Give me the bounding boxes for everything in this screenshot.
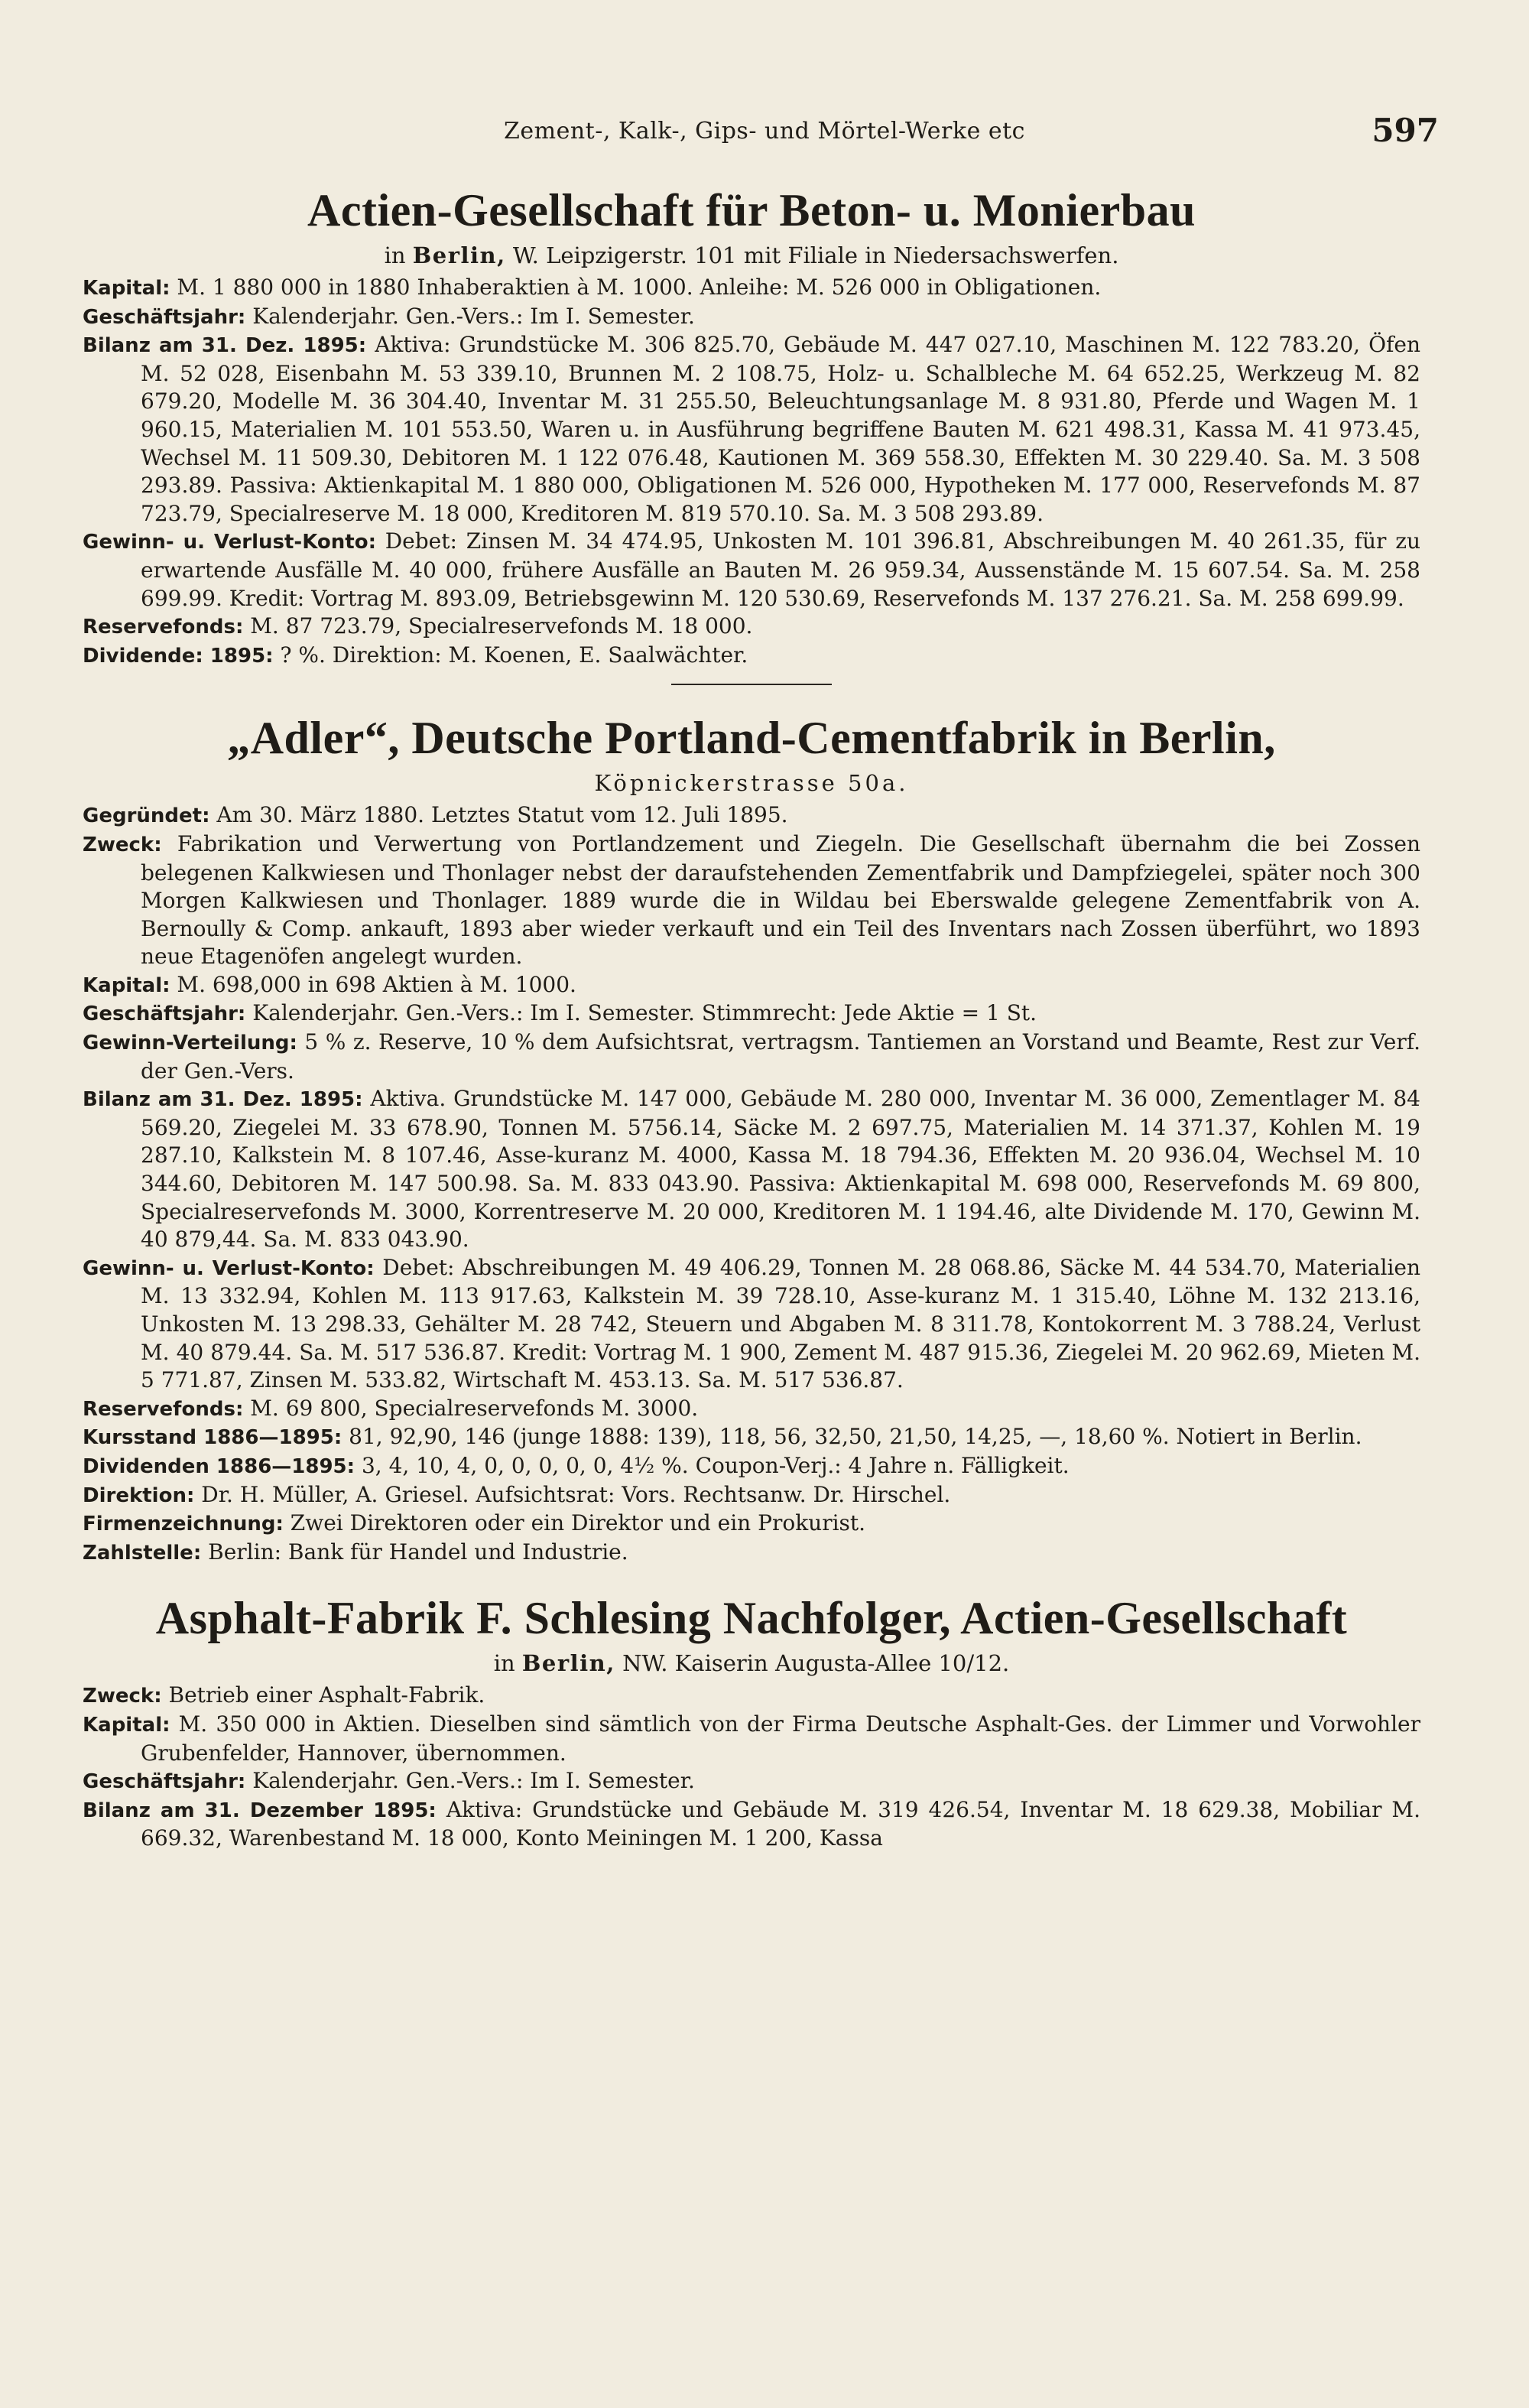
entry-text: Am 30. März 1880. Letztes Statut vom 12. Juli 1895. [216, 802, 788, 828]
entry-text: Betrieb einer Asphalt-Fabrik. [168, 1682, 485, 1708]
entry-text: Fabrikation und Verwertung von Portlandzement und Ziegeln. Die Gesellschaft übernahm die bei Zossen belegenen Kalkwiesen und Thonlager nebst der daraufstehenden Zementfabrik und Dampfziegelei, später noch 300 Morgen Kalkwiesen und Thonlager. 1889 wurde die in Wildau bei Eberswalde gelegene Zementfabrik von A. Bernoully & Comp. ankauft, 1893 aber wieder verkauft und ein Teil des Inventars nach Zossen überführt, wo 1893 neue Etagenöfen angelegt wurden. [141, 830, 1420, 970]
entry-text: M. 69 800, Specialreservefonds M. 3000. [250, 1395, 699, 1421]
entry-zahlstelle [83, 1539, 1420, 1568]
entry-text: Kalenderjahr. Gen.-Vers.: Im I. Semester. [252, 1768, 695, 1794]
entry-label: Zweck: [83, 1685, 162, 1708]
entry-kapital [83, 274, 1420, 303]
company-address: W. Leipzigerstr. 101 mit Filiale in Niedersachswerfen. [512, 242, 1119, 268]
entry-label: Direktion: [83, 1483, 195, 1507]
subtitle-prefix: in [493, 1650, 515, 1677]
company-city: Berlin, [521, 1650, 615, 1677]
entry-firmenzeichnung [83, 1509, 1420, 1539]
company-address: Köpnickerstrasse 50a. [594, 770, 909, 797]
entry-text: M. 87 723.79, Specialreservefonds M. 18 000. [250, 613, 753, 639]
running-head [0, 112, 1529, 153]
entry-bilanz [83, 331, 1420, 528]
company-address: NW. Kaiserin Augusta-Allee 10/12. [622, 1650, 1010, 1677]
company-city: Berlin, [412, 242, 506, 268]
entry-text: 3, 4, 10, 4, 0, 0, 0, 0, 0, 4½ %. Coupon-Verj.: 4 Jahre n. Fälligkeit. [361, 1452, 1070, 1478]
entry-gewinn-verlust [83, 1254, 1420, 1395]
entry-label: Geschäftsjahr: [83, 305, 246, 329]
entry-label: Bilanz am 31. Dez. 1895: [83, 334, 367, 358]
entry-text: ? %. Direktion: M. Koenen, E. Saalwächter. [280, 642, 748, 668]
entry-text: Kalenderjahr. Gen.-Vers.: Im I. Semester. [252, 303, 695, 329]
subtitle-prefix: in [384, 242, 406, 268]
entry-reservefonds [83, 613, 1420, 642]
entry-text: Berlin: Bank für Handel und Industrie. [208, 1539, 628, 1565]
entry-label: Zahlstelle: [83, 1541, 202, 1565]
entry-label: Kapital: [83, 277, 170, 300]
company-subtitle [83, 1648, 1420, 1678]
entry-geschaeftsjahr [83, 303, 1420, 332]
entry-text: M. 350 000 in Aktien. Dieselben sind sämtlich von der Firma Deutsche Asphalt-Ges. der Limmer und Vorwohler Grubenfelder, Hannover, übernommen. [141, 1711, 1420, 1766]
entry-gegruendet [83, 801, 1420, 830]
entry-text: Dr. H. Müller, A. Griesel. Aufsichtsrat: Vors. Rechtsanw. Dr. Hirschel. [201, 1481, 951, 1507]
running-title: Zement-, Kalk-, Gips- und Mörtel-Werke etc [504, 118, 1025, 145]
entry-zweck [83, 1682, 1420, 1711]
entry-bilanz [83, 1085, 1420, 1254]
company-section-adler [83, 708, 1420, 1567]
entry-text: 5 % z. Reserve, 10 % dem Aufsichtsrat, vertragsm. Tantiemen an Vorstand und Beamte, Rest zur Verf. der Gen.-Vers. [141, 1029, 1420, 1084]
entry-label: Dividende: 1895: [83, 644, 274, 668]
entry-label: Geschäftsjahr: [83, 1770, 246, 1794]
entry-label: Gewinn- u. Verlust-Konto: [83, 1256, 375, 1280]
entry-label: Firmenzeichnung: [83, 1513, 284, 1536]
entry-text: Zwei Direktoren oder ein Direktor und ein Prokurist. [290, 1510, 866, 1536]
entry-gewinn-verteilung [83, 1029, 1420, 1085]
section-divider [671, 684, 832, 685]
entry-text: M. 1 880 000 in 1880 Inhaberaktien à M. 1000. Anleihe: M. 526 000 in Obligationen. [177, 275, 1102, 300]
entry-label: Kapital: [83, 973, 170, 997]
entry-text: Debet: Abschreibungen M. 49 406.29, Tonnen M. 28 068.86, Säcke M. 44 534.70, Materialien M. 13 332.94, Kohlen M. 113 917.63, Kalkstein M. 39 728.10, Asse-kuranz M. 1 315.40, Löhne M. 132 213.16, Unkosten M. 13 298.33, Gehälter M. 28 742, Steuern und Abgaben M. 8 311.78, Kontokorrent M. 3 788.24, Verlust M. 40 879.44. Sa. M. 517 536.87. Kredit: Vortrag M. 1 900, Zement M. 487 915.36, Ziegelei M. 20 962.69, Mieten M. 5 771.87, Zinsen M. 533.82, Wirtschaft M. 453.13. Sa. M. 517 536.87. [141, 1254, 1420, 1393]
entry-kapital [83, 971, 1420, 1000]
entry-direktion [83, 1481, 1420, 1510]
entry-label: Bilanz am 31. Dezember 1895: [83, 1799, 437, 1822]
entry-bilanz [83, 1796, 1420, 1853]
entry-kursstand [83, 1423, 1420, 1452]
company-title: „Adler“, Deutsche Portland-Cementfabrik in Berlin, [227, 713, 1276, 764]
entry-zweck [83, 830, 1420, 971]
company-section-beton-monierbau [83, 180, 1420, 670]
entry-label: Kapital: [83, 1713, 170, 1737]
company-subtitle [83, 240, 1420, 271]
company-section-asphalt-fabrik [83, 1588, 1420, 1853]
entry-label: Geschäftsjahr: [83, 1003, 246, 1026]
page-number: 597 [1372, 112, 1439, 149]
entry-dividende [83, 642, 1420, 671]
entry-gewinn-verlust [83, 528, 1420, 613]
entry-label: Kursstand 1886—1895: [83, 1426, 342, 1450]
entry-label: Reservefonds: [83, 1397, 244, 1421]
text-column [83, 180, 1420, 1853]
entry-text: M. 698,000 in 698 Aktien à M. 1000. [177, 971, 576, 997]
entry-text: Kalenderjahr. Gen.-Vers.: Im I. Semester. Stimmrecht: Jede Aktie = 1 St. [252, 1000, 1037, 1026]
company-title: Asphalt-Fabrik F. Schlesing Nachfolger, Actien-Gesellschaft [155, 1593, 1348, 1644]
company-title: Actien-Gesellschaft für Beton- u. Monierbau [307, 185, 1196, 236]
entry-text: Debet: Zinsen M. 34 474.95, Unkosten M. 101 396.81, Abschreibungen M. 40 261.35, für zu erwartende Ausfälle M. 40 000, frühere Ausfälle an Bauten M. 26 959.34, Aussenstände M. 15 607.54. Sa. M. 258 699.99. Kredit: Vortrag M. 893.09, Betriebsgewinn M. 120 530.69, Reservefonds M. 137 276.21. Sa. M. 258 699.99. [141, 528, 1420, 611]
entry-text: Aktiva: Grundstücke und Gebäude M. 319 426.54, Inventar M. 18 629.38, Mobiliar M. 669.32, Warenbestand M. 18 000, Konto Meiningen M. 1 200, Kassa [141, 1796, 1420, 1851]
entry-text: Aktiva: Grundstücke M. 306 825.70, Gebäude M. 447 027.10, Maschinen M. 122 783.20, Öfen M. 52 028, Eisenbahn M. 53 339.10, Brunnen M. 2 108.75, Holz- u. Schalbleche M. 64 652.25, Werkzeug M. 82 679.20, Modelle M. 36 304.40, Inventar M. 31 255.50, Beleuchtungsanlage M. 8 931.80, Pferde und Wagen M. 1 960.15, Materialien M. 101 553.50, Waren u. in Ausführung begriffene Bauten M. 621 498.31, Kassa M. 41 973.45, Wechsel M. 11 509.30, Debitoren M. 1 122 076.48, Kautionen M. 369 558.30, Effekten M. 30 229.40. Sa. M. 3 508 293.89. Passiva: Aktienkapital M. 1 880 000, Obligationen M. 526 000, Hypotheken M. 177 000, Reservefonds M. 87 723.79, Specialreserve M. 18 000, Kreditoren M. 819 570.10. Sa. M. 3 508 293.89. [141, 332, 1420, 526]
entry-label: Gegründet: [83, 804, 210, 828]
entry-label: Zweck: [83, 833, 162, 856]
entry-geschaeftsjahr [83, 1767, 1420, 1796]
entry-label: Bilanz am 31. Dez. 1895: [83, 1088, 363, 1112]
entry-text: 81, 92,90, 146 (junge 1888: 139), 118, 56, 32,50, 21,50, 14,25, —, 18,60 %. Notiert in Berlin. [349, 1424, 1362, 1450]
entry-kapital [83, 1711, 1420, 1767]
entry-label: Gewinn- u. Verlust-Konto: [83, 531, 376, 554]
entry-dividenden [83, 1452, 1420, 1481]
company-subtitle [83, 768, 1420, 798]
entry-label: Reservefonds: [83, 616, 244, 639]
entry-label: Dividenden 1886—1895: [83, 1454, 355, 1478]
entry-label: Gewinn-Verteilung: [83, 1032, 297, 1055]
entry-text: Aktiva. Grundstücke M. 147 000, Gebäude M. 280 000, Inventar M. 36 000, Zementlager M. 84 569.20, Ziegelei M. 33 678.90, Tonnen M. 5756.14, Säcke M. 2 697.75, Materialien M. 14 371.37, Kohlen M. 19 287.10, Kalkstein M. 8 107.46, Asse-kuranz M. 4000, Kassa M. 18 794.36, Effekten M. 20 936.04, Wechsel M. 10 344.60, Debitoren M. 147 500.98. Sa. M. 833 043.90. Passiva: Aktienkapital M. 698 000, Reservefonds M. 69 800, Specialreservefonds M. 3000, Korrentreserve M. 20 000, Kreditoren M. 1 194.46, alte Dividende M. 170, Gewinn M. 40 879,44. Sa. M. 833 043.90. [141, 1086, 1420, 1253]
entry-geschaeftsjahr [83, 999, 1420, 1029]
entry-reservefonds [83, 1395, 1420, 1424]
